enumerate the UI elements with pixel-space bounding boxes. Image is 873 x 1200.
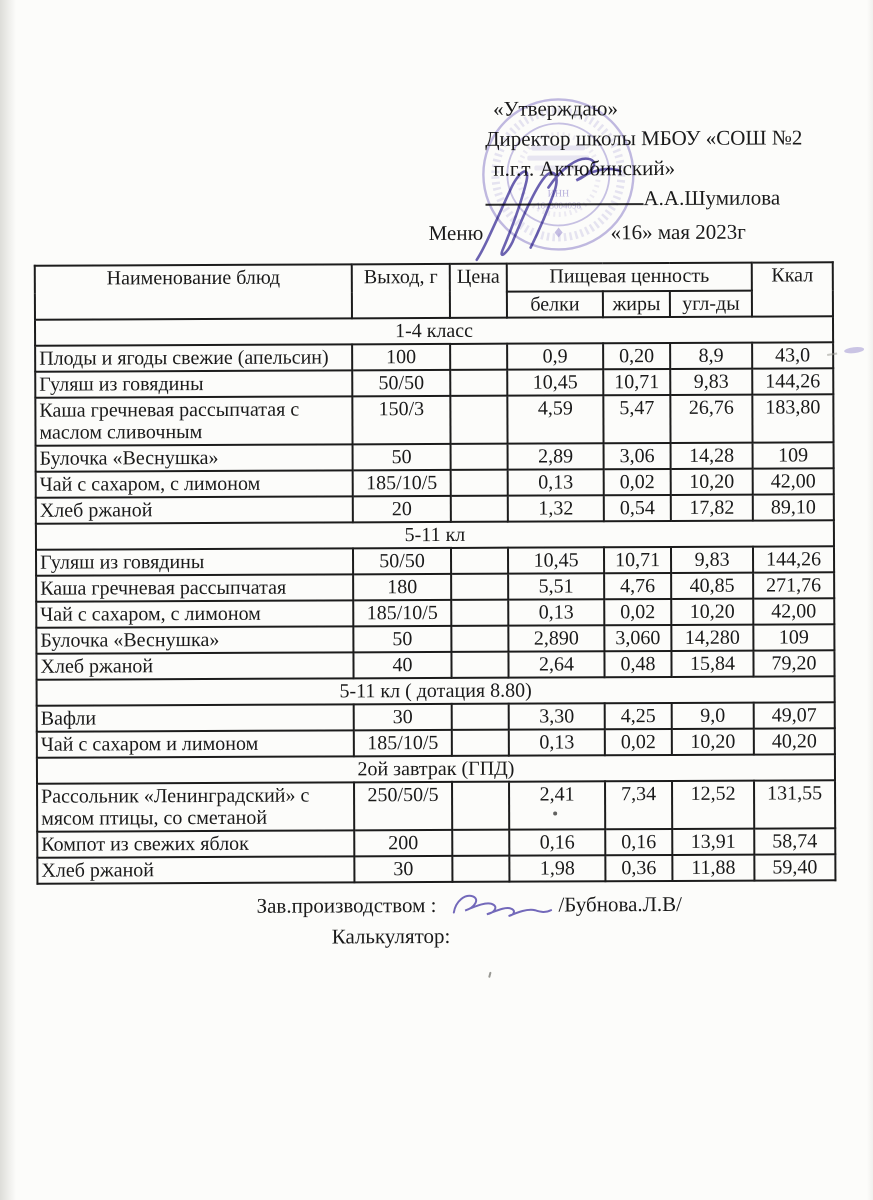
dish-name-cell: Вафли <box>37 704 354 731</box>
dish-row <box>36 624 834 653</box>
section-row <box>36 520 834 549</box>
dish-row <box>36 468 834 497</box>
dish-row <box>37 854 835 883</box>
col-header-carbs: угл-ды <box>670 291 752 317</box>
dish-row <box>35 368 833 397</box>
menu-title: Меню <box>428 220 484 246</box>
kcal-cell: 49,07 <box>754 702 835 728</box>
section-row <box>37 754 835 783</box>
carbs-cell: 10,20 <box>672 729 754 755</box>
approval-block <box>485 92 803 213</box>
fat-cell: 0,20 <box>603 343 670 369</box>
dish-row <box>35 342 833 371</box>
production-manager-label: Зав.производством : <box>256 893 437 918</box>
director-name: А.А.Шумилова <box>643 185 781 211</box>
dish-name-cell: Хлеб ржаной <box>36 652 353 679</box>
dish-name-cell: Чай с сахаром, с лимоном <box>36 600 353 627</box>
production-manager-signature <box>444 887 556 921</box>
kcal-cell: 43,0 <box>752 342 833 368</box>
price-cell <box>451 652 508 678</box>
dish-row <box>36 546 834 575</box>
dish-row <box>36 572 834 601</box>
menu-table-header <box>35 262 833 319</box>
dish-row <box>37 728 835 757</box>
dish-row <box>36 598 834 627</box>
director-line: Директор школы МБОУ «СОШ №2 <box>485 125 803 151</box>
fat-cell: 0,36 <box>605 855 672 881</box>
col-header-fat: жиры <box>603 291 670 317</box>
output-cell: 150/3 <box>352 396 450 444</box>
fat-cell: 0,48 <box>604 651 671 677</box>
protein-cell: 0,16 <box>509 829 605 855</box>
production-manager-name: /Бубнова.Л.В/ <box>558 891 683 917</box>
carbs-cell: 10,20 <box>671 599 753 625</box>
protein-cell: 0,13 <box>508 469 604 495</box>
kcal-cell: 79,20 <box>753 650 834 676</box>
protein-cell: 10,45 <box>508 547 604 573</box>
dish-name-cell: Плоды и ягоды свежие (апельсин) <box>35 344 352 371</box>
output-cell: 40 <box>353 652 451 678</box>
dish-name-cell: Хлеб ржаной <box>36 496 353 523</box>
price-cell <box>451 626 508 652</box>
kcal-cell: 59,40 <box>754 854 835 880</box>
kcal-cell: 144,26 <box>752 368 833 394</box>
carbs-cell: 14,280 <box>671 625 753 651</box>
protein-cell: 2,64 <box>508 651 604 677</box>
price-cell <box>451 600 508 626</box>
dish-name-cell: Хлеб ржаной <box>37 856 354 883</box>
carbs-cell: 11,88 <box>672 855 754 881</box>
fat-cell: 0,02 <box>604 599 671 625</box>
protein-cell: 2,89 <box>508 443 604 469</box>
signature-line <box>485 183 643 206</box>
school-line: п.г.т. Актюбинский» <box>493 155 676 181</box>
dish-name-cell: Каша гречневая рассыпчатая <box>36 574 353 601</box>
stamp-star-icon <box>555 227 563 237</box>
output-cell: 185/10/5 <box>353 600 451 626</box>
kcal-cell: 42,00 <box>753 468 834 494</box>
calculator-row <box>332 920 873 951</box>
output-cell: 185/10/5 <box>353 470 451 496</box>
fat-cell: 4,76 <box>604 573 671 599</box>
carbs-cell: 26,76 <box>670 395 752 443</box>
dish-row <box>35 394 833 445</box>
dish-row <box>36 650 834 679</box>
approval-heading: «Утверждаю» <box>493 96 619 121</box>
protein-cell: 1,32 <box>508 495 604 521</box>
dish-row <box>36 442 834 471</box>
dish-row <box>37 828 835 857</box>
protein-cell: 0,9 <box>507 343 603 369</box>
protein-cell: 0,13 <box>508 599 604 625</box>
price-cell <box>452 782 509 830</box>
kcal-cell: 109 <box>753 442 834 468</box>
scan-smudge-purple <box>844 346 865 354</box>
footer-block <box>1 886 873 953</box>
carbs-cell: 10,20 <box>671 469 753 495</box>
production-manager-row <box>256 886 873 923</box>
section-row <box>37 676 835 705</box>
protein-cell: 2,41 <box>509 781 605 829</box>
signature-row <box>485 182 802 213</box>
col-header-nutrition: Пищевая ценность <box>507 263 752 292</box>
output-cell: 30 <box>354 704 452 730</box>
section-title: 5-11 кл ( дотация 8.80) <box>37 676 835 705</box>
kcal-cell: 131,55 <box>754 780 835 828</box>
fat-cell: 4,25 <box>605 703 672 729</box>
dish-row <box>37 780 835 831</box>
output-cell: 30 <box>354 856 452 882</box>
dish-name-cell: Чай с сахаром и лимоном <box>37 730 354 757</box>
stamp-inn-label: ИНН <box>547 188 570 200</box>
protein-cell: 1,98 <box>509 855 605 881</box>
protein-cell: 10,45 <box>507 369 603 395</box>
protein-cell: 3,30 <box>509 703 605 729</box>
output-cell: 20 <box>353 496 451 522</box>
protein-cell: 5,51 <box>508 573 604 599</box>
carbs-cell: 40,85 <box>671 573 753 599</box>
output-cell: 50/50 <box>352 370 450 396</box>
kcal-cell: 109 <box>753 624 834 650</box>
carbs-cell: 9,0 <box>672 703 754 729</box>
dish-name-cell: Гуляш из говядины <box>36 548 353 575</box>
price-cell <box>451 444 508 470</box>
output-cell: 185/10/5 <box>354 730 452 756</box>
fat-cell: 0,02 <box>604 469 671 495</box>
dish-name-cell: Рассольник «Ленинградский» с мясом птицы, со сметаной <box>37 782 354 831</box>
col-header-output: Выход, г <box>352 264 450 318</box>
price-cell <box>452 830 509 856</box>
price-cell <box>452 856 509 882</box>
section-title: 5-11 кл <box>36 520 834 549</box>
kcal-cell: 144,26 <box>753 546 834 572</box>
scan-dot <box>553 811 557 815</box>
dish-name-cell: Булочка «Веснушка» <box>36 626 353 653</box>
fat-cell: 10,71 <box>604 547 671 573</box>
output-cell: 50 <box>353 626 451 652</box>
scan-speck <box>488 972 491 978</box>
dish-name-cell: Компот из свежих яблок <box>37 830 354 857</box>
output-cell: 100 <box>352 344 450 370</box>
dish-row <box>36 494 834 523</box>
output-cell: 180 <box>353 574 451 600</box>
price-cell <box>451 574 508 600</box>
kcal-cell: 271,76 <box>753 572 834 598</box>
stamp-inn-number: 1643004098 <box>535 200 582 211</box>
dish-name-cell: Чай с сахаром, с лимоном <box>36 470 353 497</box>
price-cell <box>451 470 508 496</box>
dish-name-cell: Гуляш из говядины <box>35 370 352 397</box>
menu-table-body <box>35 316 835 883</box>
carbs-cell: 9,83 <box>671 547 753 573</box>
price-cell <box>450 344 507 370</box>
col-header-protein: белки <box>507 291 603 317</box>
carbs-cell: 15,84 <box>671 651 753 677</box>
menu-table <box>34 261 837 884</box>
fat-cell: 3,060 <box>604 625 671 651</box>
carbs-cell: 8,9 <box>670 343 752 369</box>
protein-cell: 4,59 <box>507 395 603 443</box>
col-header-price: Цена <box>450 264 507 318</box>
section-row <box>35 316 833 345</box>
fat-cell: 0,02 <box>605 729 672 755</box>
output-cell: 50 <box>353 444 451 470</box>
output-cell: 250/50/5 <box>354 782 452 830</box>
price-cell <box>451 496 508 522</box>
menu-date: «16» мая 2023г <box>610 219 746 245</box>
carbs-cell: 13,91 <box>672 829 754 855</box>
kcal-cell: 183,80 <box>752 394 833 442</box>
dish-row <box>37 702 835 731</box>
price-cell <box>451 548 508 574</box>
fat-cell: 10,71 <box>603 369 670 395</box>
carbs-cell: 17,82 <box>671 495 753 521</box>
fat-cell: 0,16 <box>605 829 672 855</box>
fat-cell: 3,06 <box>604 443 671 469</box>
price-cell <box>450 396 507 444</box>
col-header-dish-name: Наименование блюд <box>35 264 352 319</box>
kcal-cell: 89,10 <box>753 494 834 520</box>
col-header-kcal: Ккал <box>752 262 833 316</box>
calculator-label: Калькулятор: <box>331 923 451 949</box>
kcal-cell: 58,74 <box>754 828 835 854</box>
output-cell: 200 <box>354 830 452 856</box>
kcal-cell: 40,20 <box>754 728 835 754</box>
fat-cell: 5,47 <box>603 395 670 443</box>
carbs-cell: 9,83 <box>670 369 752 395</box>
section-title: 1-4 класс <box>35 316 833 345</box>
dish-name-cell: Булочка «Веснушка» <box>36 444 353 471</box>
fat-cell: 0,54 <box>604 495 671 521</box>
carbs-cell: 14,28 <box>671 443 753 469</box>
dish-name-cell: Каша гречневая рассыпчатая с маслом сливочным <box>35 396 352 445</box>
protein-cell: 0,13 <box>509 729 605 755</box>
price-cell <box>452 730 509 756</box>
carbs-cell: 12,52 <box>672 781 754 829</box>
kcal-cell: 42,00 <box>753 598 834 624</box>
output-cell: 50/50 <box>353 548 451 574</box>
price-cell <box>452 704 509 730</box>
price-cell <box>450 370 507 396</box>
section-title: 2ой завтрак (ГПД) <box>37 754 835 783</box>
protein-cell: 2,890 <box>508 625 604 651</box>
fat-cell: 7,34 <box>605 781 672 829</box>
